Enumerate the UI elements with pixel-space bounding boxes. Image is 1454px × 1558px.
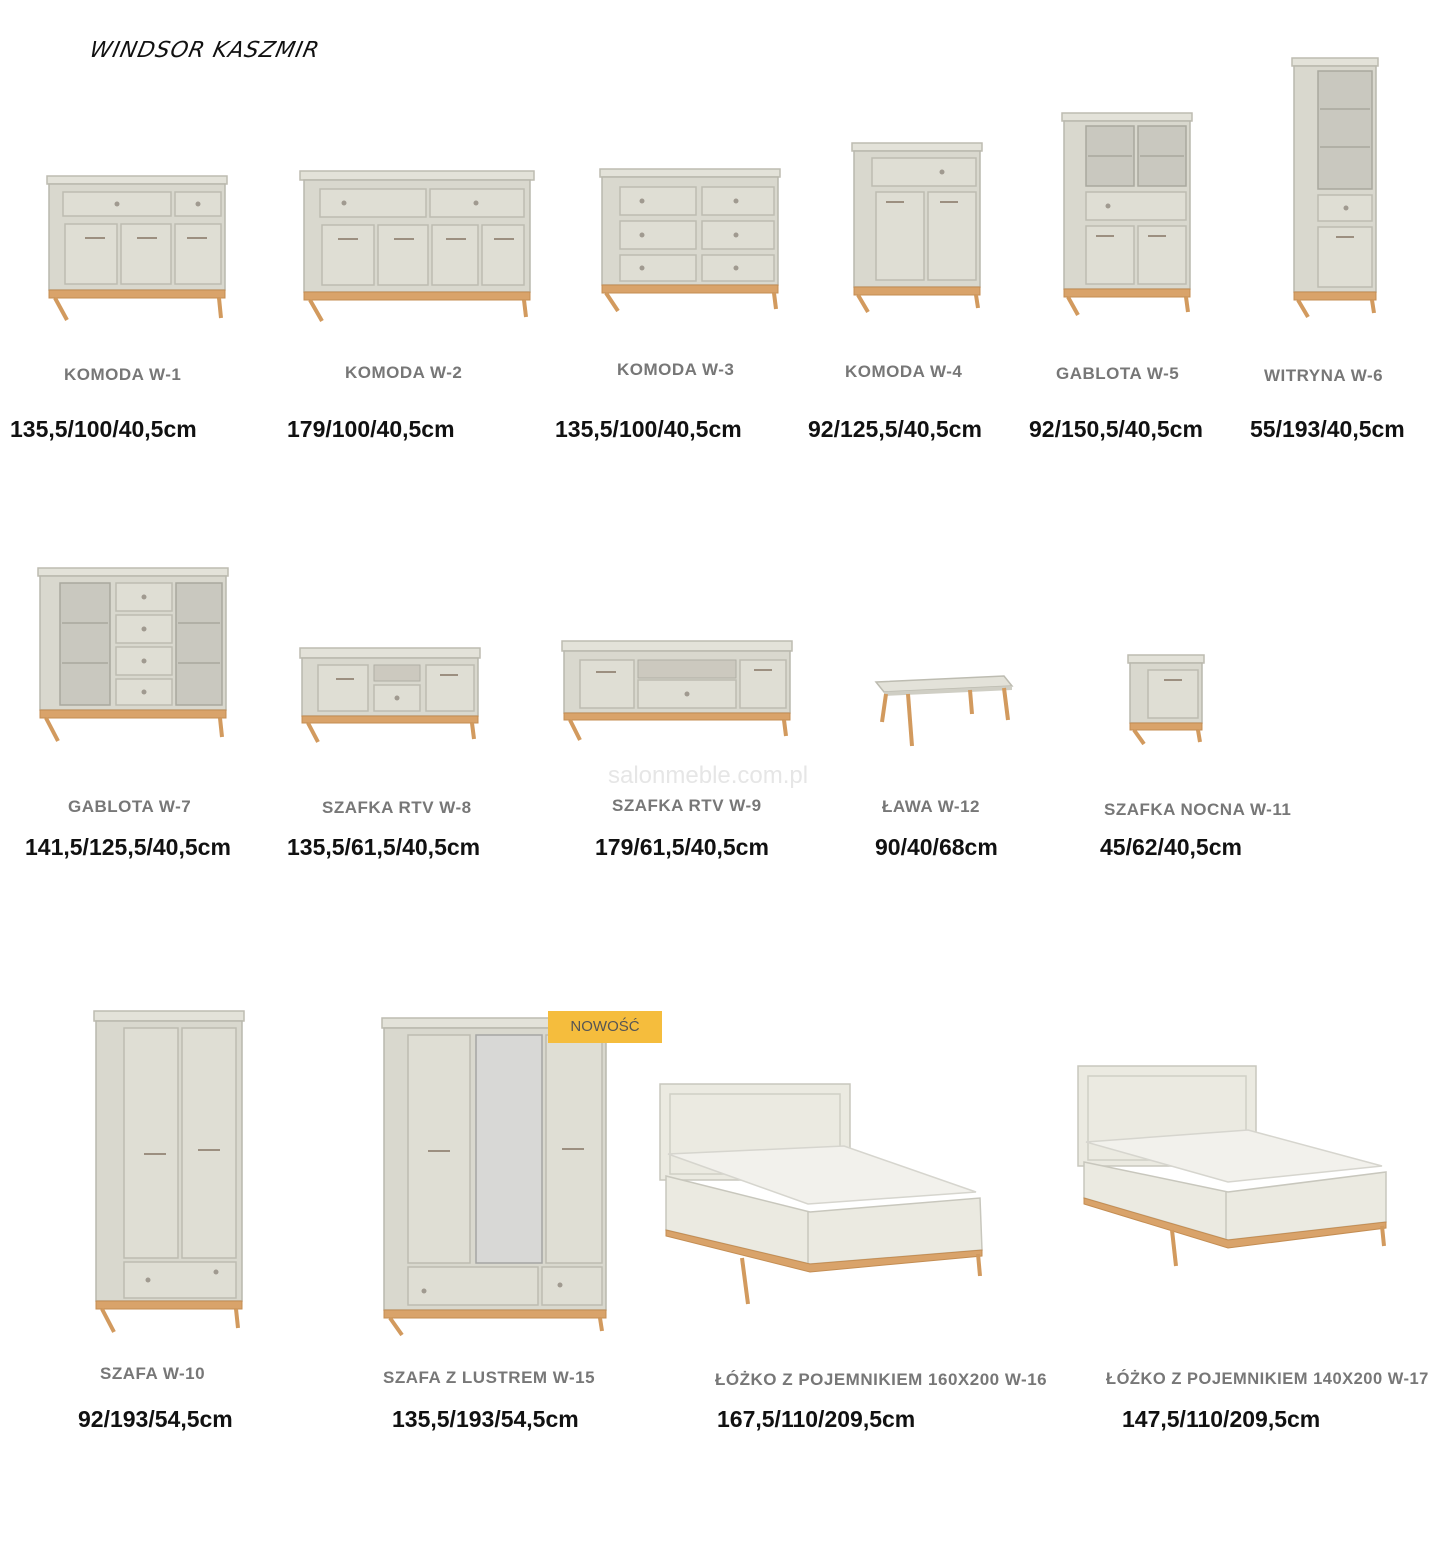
item-name: WITRYNA W-6 [1264, 366, 1384, 385]
item-name: SZAFKA RTV W-9 [612, 796, 762, 815]
item-dimensions: 167,5/110/209,5cm [717, 1406, 916, 1432]
item-dimensions: 179/100/40,5cm [287, 416, 455, 442]
item-dimensions: 135,5/193/54,5cm [392, 1406, 579, 1432]
gablota-w5-image [1060, 110, 1195, 320]
lozko-w17-image [1076, 1062, 1391, 1272]
item-dimensions: 135,5/100/40,5cm [10, 416, 197, 442]
item-name: ŁÓŻKO Z POJEMNIKIEM 140X200 W-17 [1106, 1370, 1429, 1388]
item-name: KOMODA W-3 [617, 360, 735, 379]
item-dimensions: 92/150,5/40,5cm [1029, 416, 1203, 442]
item-dimensions: 135,5/61,5/40,5cm [287, 834, 481, 860]
lawa-w12-image [872, 672, 1017, 752]
item-name: SZAFKA RTV W-8 [322, 798, 472, 817]
item-dimensions: 92/193/54,5cm [78, 1406, 233, 1432]
item-name: KOMODA W-2 [345, 363, 463, 382]
item-dimensions: 92/125,5/40,5cm [808, 416, 982, 442]
komoda-w4-image [850, 140, 985, 315]
item-name: SZAFKA NOCNA W-11 [1104, 800, 1292, 819]
new-badge: NOWOŚĆ [548, 1011, 662, 1043]
item-dimensions: 147,5/110/209,5cm [1122, 1406, 1321, 1432]
szafa-w10-image [92, 1008, 247, 1338]
item-name: ŁÓŻKO Z POJEMNIKIEM 160X200 W-16 [715, 1370, 1048, 1389]
page-title: WINDSOR KASZMIR [87, 38, 323, 63]
szafka-rtv-w9-image [560, 638, 795, 743]
szafka-rtv-w8-image [298, 645, 483, 745]
item-dimensions: 135,5/100/40,5cm [555, 416, 742, 442]
szafka-nocna-w11-image [1126, 652, 1208, 747]
item-name: GABLOTA W-7 [68, 797, 192, 816]
watermark: salonmeble.com.pl [608, 762, 809, 789]
komoda-w3-image [598, 165, 783, 315]
item-name: GABLOTA W-5 [1056, 364, 1180, 383]
szafa-z-lustrem-w15-image [380, 1015, 610, 1340]
item-dimensions: 45/62/40,5cm [1100, 834, 1242, 860]
item-name: KOMODA W-1 [64, 365, 182, 384]
item-name: SZAFA Z LUSTREM W-15 [383, 1368, 596, 1387]
item-name: KOMODA W-4 [845, 362, 963, 381]
lozko-w16-image [658, 1080, 988, 1310]
item-name: SZAFA W-10 [100, 1364, 206, 1383]
item-dimensions: 90/40/68cm [875, 834, 998, 860]
item-dimensions: 179/61,5/40,5cm [595, 834, 769, 860]
gablota-w7-image [36, 565, 231, 745]
komoda-w2-image [298, 165, 538, 325]
item-dimensions: 141,5/125,5/40,5cm [25, 834, 231, 860]
komoda-w1-image [45, 170, 230, 325]
witryna-w6-image [1290, 55, 1380, 320]
item-name: ŁAWA W-12 [882, 797, 980, 816]
item-dimensions: 55/193/40,5cm [1250, 416, 1405, 442]
